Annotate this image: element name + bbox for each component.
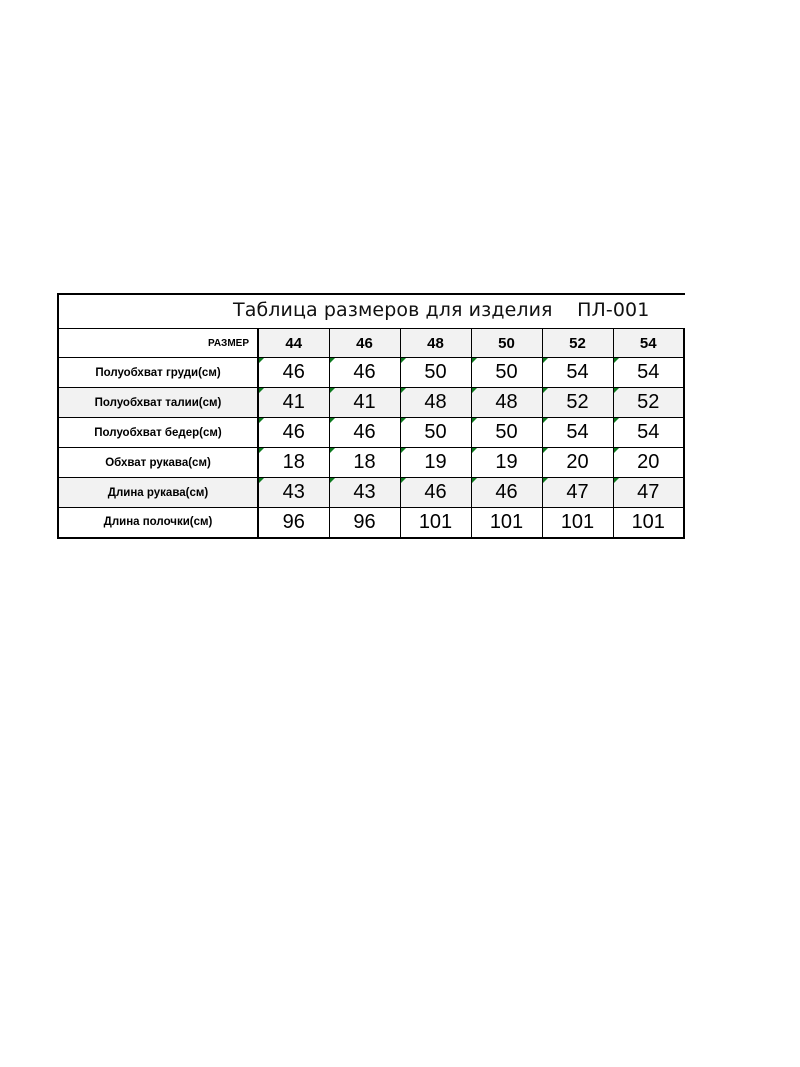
value-cell: 43 — [258, 478, 329, 508]
comment-marker-icon — [330, 388, 335, 393]
comment-marker-icon — [614, 358, 619, 363]
comment-marker-icon — [543, 418, 548, 423]
value-cell: 20 — [613, 448, 684, 478]
comment-marker-icon — [614, 418, 619, 423]
comment-marker-icon — [330, 358, 335, 363]
value-cell: 52 — [613, 388, 684, 418]
value-cell: 46 — [400, 478, 471, 508]
comment-marker-icon — [401, 418, 406, 423]
size-table — [57, 328, 685, 539]
title-row — [57, 293, 685, 328]
row-label: Полуобхват талии(см) — [58, 388, 258, 418]
comment-marker-icon — [259, 388, 264, 393]
comment-marker-icon — [543, 358, 548, 363]
row-label: Обхват рукава(см) — [58, 448, 258, 478]
size-header: 44 — [258, 329, 329, 358]
value-cell: 18 — [258, 448, 329, 478]
comment-marker-icon — [259, 448, 264, 453]
header-row — [58, 329, 684, 358]
value-cell: 54 — [613, 358, 684, 388]
size-header: 52 — [542, 329, 613, 358]
comment-marker-icon — [330, 418, 335, 423]
value-cell: 43 — [329, 478, 400, 508]
value-cell: 47 — [613, 478, 684, 508]
row-label: Полуобхват бедер(см) — [58, 418, 258, 448]
comment-marker-icon — [614, 478, 619, 483]
comment-marker-icon — [472, 388, 477, 393]
comment-marker-icon — [259, 418, 264, 423]
table-row — [58, 388, 684, 418]
comment-marker-icon — [401, 388, 406, 393]
value-cell: 41 — [258, 388, 329, 418]
value-cell: 50 — [471, 418, 542, 448]
comment-marker-icon — [472, 418, 477, 423]
table-row — [58, 418, 684, 448]
value-cell: 54 — [542, 358, 613, 388]
comment-marker-icon — [614, 448, 619, 453]
table-row — [58, 508, 684, 538]
row-label: Полуобхват груди(см) — [58, 358, 258, 388]
value-cell: 19 — [400, 448, 471, 478]
value-cell: 20 — [542, 448, 613, 478]
value-cell: 50 — [400, 418, 471, 448]
value-cell: 48 — [471, 388, 542, 418]
value-cell: 101 — [400, 508, 471, 538]
comment-marker-icon — [543, 478, 548, 483]
row-label: Длина рукава(см) — [58, 478, 258, 508]
header-label: РАЗМЕР — [58, 329, 258, 358]
value-cell: 52 — [542, 388, 613, 418]
value-cell: 101 — [471, 508, 542, 538]
size-header: 48 — [400, 329, 471, 358]
size-header: 50 — [471, 329, 542, 358]
value-cell: 54 — [542, 418, 613, 448]
comment-marker-icon — [330, 448, 335, 453]
value-cell: 47 — [542, 478, 613, 508]
comment-marker-icon — [330, 478, 335, 483]
comment-marker-icon — [401, 478, 406, 483]
table-row — [58, 358, 684, 388]
value-cell: 96 — [258, 508, 329, 538]
value-cell: 101 — [542, 508, 613, 538]
comment-marker-icon — [543, 448, 548, 453]
comment-marker-icon — [259, 478, 264, 483]
value-cell: 19 — [471, 448, 542, 478]
value-cell: 50 — [471, 358, 542, 388]
table-row — [58, 448, 684, 478]
value-cell: 48 — [400, 388, 471, 418]
value-cell: 96 — [329, 508, 400, 538]
comment-marker-icon — [543, 388, 548, 393]
value-cell: 18 — [329, 448, 400, 478]
row-label: Длина полочки(см) — [58, 508, 258, 538]
comment-marker-icon — [259, 358, 264, 363]
size-chart — [57, 293, 685, 539]
value-cell: 50 — [400, 358, 471, 388]
table-row — [58, 478, 684, 508]
size-header: 46 — [329, 329, 400, 358]
comment-marker-icon — [401, 448, 406, 453]
value-cell: 46 — [258, 358, 329, 388]
value-cell: 46 — [258, 418, 329, 448]
value-cell: 54 — [613, 418, 684, 448]
value-cell: 101 — [613, 508, 684, 538]
value-cell: 41 — [329, 388, 400, 418]
comment-marker-icon — [472, 448, 477, 453]
value-cell: 46 — [329, 358, 400, 388]
comment-marker-icon — [401, 358, 406, 363]
table-title: Таблица размеров для изделия ПЛ-001 — [233, 299, 650, 321]
value-cell: 46 — [471, 478, 542, 508]
comment-marker-icon — [614, 388, 619, 393]
size-header: 54 — [613, 329, 684, 358]
comment-marker-icon — [472, 358, 477, 363]
value-cell: 46 — [329, 418, 400, 448]
comment-marker-icon — [472, 478, 477, 483]
